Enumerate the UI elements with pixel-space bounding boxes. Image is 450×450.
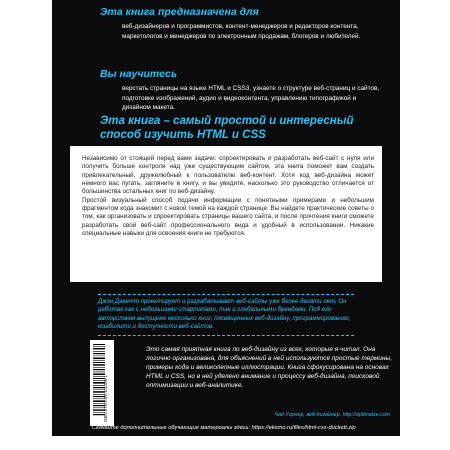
learn-heading: Вы научитесь <box>100 68 178 80</box>
description-paragraph-2: Простой визуальный способ подачи информации с понятными примерами и небольшим фрагментом кода знакомит с новой темой на каждой странице. Вы найдете практические советы о том, как организовать и спроектировать страницы вашего сайта, и после прочтения книги сможете разработать свой веб-сайт профессионального вида и удобный в использовании. Никакие специальные навыки для освоения книги не требуются. <box>82 196 374 238</box>
review-signature: Чад Уорнер, веб-дизайнер, http://optimalse.com <box>274 412 390 418</box>
audience-heading: Эта книга предназначена для <box>100 6 259 18</box>
download-footer: Скачайте дополнительные обучающие материалы здесь: https://eksmo.ru/files/html-css-duckett.zip <box>92 425 356 431</box>
audience-text: веб-дизайнеров и программистов, контент-менеджеров и редакторов контента, маркетологов и менеджеров по электронным продажам, блогеров и любителей. <box>122 23 361 40</box>
barcode <box>90 340 114 426</box>
description-paragraph-1: Независимо от стоящей перед вами задачи: спроектировать и разработать веб-сайт с нуля или получить больше контроля над уже существующим сайтом, эта книга поможет вам создать привлекательный, дружелюбный к пользователю веб-контент. Хотя код веб-дизайна может немного вас пугать, загляните в книгу, и вы увидите, насколько это руководство отличается от большинства остальных книг по веб-дизайну. <box>82 155 374 196</box>
top-dashed-divider <box>98 294 354 295</box>
description-text <box>82 155 374 238</box>
author-note: Джон Дакетт проектирует и разрабатывает веб-сайты уже более десяти лет. Он работал как с небольшими стартапами, так и глобальными брендами. Под его авторством выпущено несколько книг, посвященных веб-дизайну, программированию, юзабилити и доступности веб-сайтов. <box>98 298 351 330</box>
bottom-dashed-divider <box>98 335 354 336</box>
isbn-label: ISBN 978-5-04-101286-1 <box>103 375 108 422</box>
tagline: Эта книга – самый простой и интересный способ изучить HTML и CSS <box>100 115 354 141</box>
learn-text: верстать страницы на языке HTML и CSS3, узнаете о структуре веб-страниц и сайтов, подготовке изображений, аудио и видеоконтента, управлению типографикой и дизайном макета. <box>122 85 380 112</box>
review-quote: Это самая приятная книга по веб-дизайну из всех, которые я читал. Она логично организована, для объяснений в ней используются простые термины, примеры кода и великолепные иллюстрации. Книга сфокусирована на основах HTML и CSS, но в ней уделено внимание и процессу веб-дизайна, поисковой оптимизации и веб-аналитике. <box>146 346 393 390</box>
